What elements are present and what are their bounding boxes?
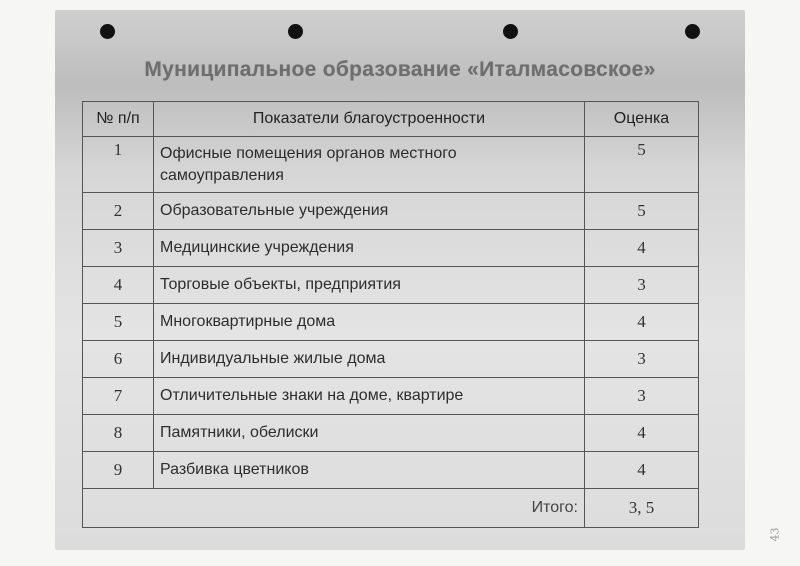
row-indicator: Отличительные знаки на доме, квартире: [154, 378, 585, 415]
page-margin-note: 43: [768, 527, 782, 542]
table-row: [83, 378, 699, 415]
punch-hole-icon: [685, 24, 700, 39]
table-row: [83, 230, 699, 267]
row-number: 4: [83, 267, 154, 304]
row-indicator: Разбивка цветников: [154, 452, 585, 489]
total-value: 3, 5: [585, 489, 699, 528]
total-row: [83, 489, 699, 528]
table-row: [83, 304, 699, 341]
row-score: 5: [585, 137, 699, 193]
row-number: 3: [83, 230, 154, 267]
table-row: [83, 267, 699, 304]
row-number: 9: [83, 452, 154, 489]
row-number: 8: [83, 415, 154, 452]
total-label: Итого:: [83, 489, 585, 528]
table-row: [83, 415, 699, 452]
row-score: 3: [585, 378, 699, 415]
punch-hole-icon: [288, 24, 303, 39]
table-header-row: [83, 102, 699, 137]
row-score: 3: [585, 341, 699, 378]
rating-table: [82, 101, 699, 528]
row-number: 7: [83, 378, 154, 415]
document-title: Муниципальное образование «Италмасовское»: [144, 58, 656, 81]
row-indicator: Медицинские учреждения: [154, 230, 585, 267]
table-row: [83, 452, 699, 489]
punch-hole-icon: [503, 24, 518, 39]
table-row: [83, 341, 699, 378]
row-indicator: Индивидуальные жилые дома: [154, 341, 585, 378]
row-indicator: Образовательные учреждения: [154, 193, 585, 230]
row-score: 4: [585, 230, 699, 267]
row-indicator: Офисные помещения органов местного самоуправления: [154, 137, 585, 193]
row-indicator: Торговые объекты, предприятия: [154, 267, 585, 304]
row-number: 6: [83, 341, 154, 378]
row-score: 4: [585, 452, 699, 489]
punch-hole-icon: [100, 24, 115, 39]
row-number: 5: [83, 304, 154, 341]
row-score: 5: [585, 193, 699, 230]
row-number: 2: [83, 193, 154, 230]
row-score: 4: [585, 415, 699, 452]
row-number: 1: [83, 137, 154, 193]
column-header-indicator: Показатели благоустроенности: [154, 102, 585, 137]
column-header-score: Оценка: [585, 102, 699, 137]
column-header-number: № п/п: [83, 102, 154, 137]
row-score: 4: [585, 304, 699, 341]
row-indicator: Памятники, обелиски: [154, 415, 585, 452]
row-score: 3: [585, 267, 699, 304]
table-row: [83, 137, 699, 193]
table-row: [83, 193, 699, 230]
row-indicator: Многоквартирные дома: [154, 304, 585, 341]
